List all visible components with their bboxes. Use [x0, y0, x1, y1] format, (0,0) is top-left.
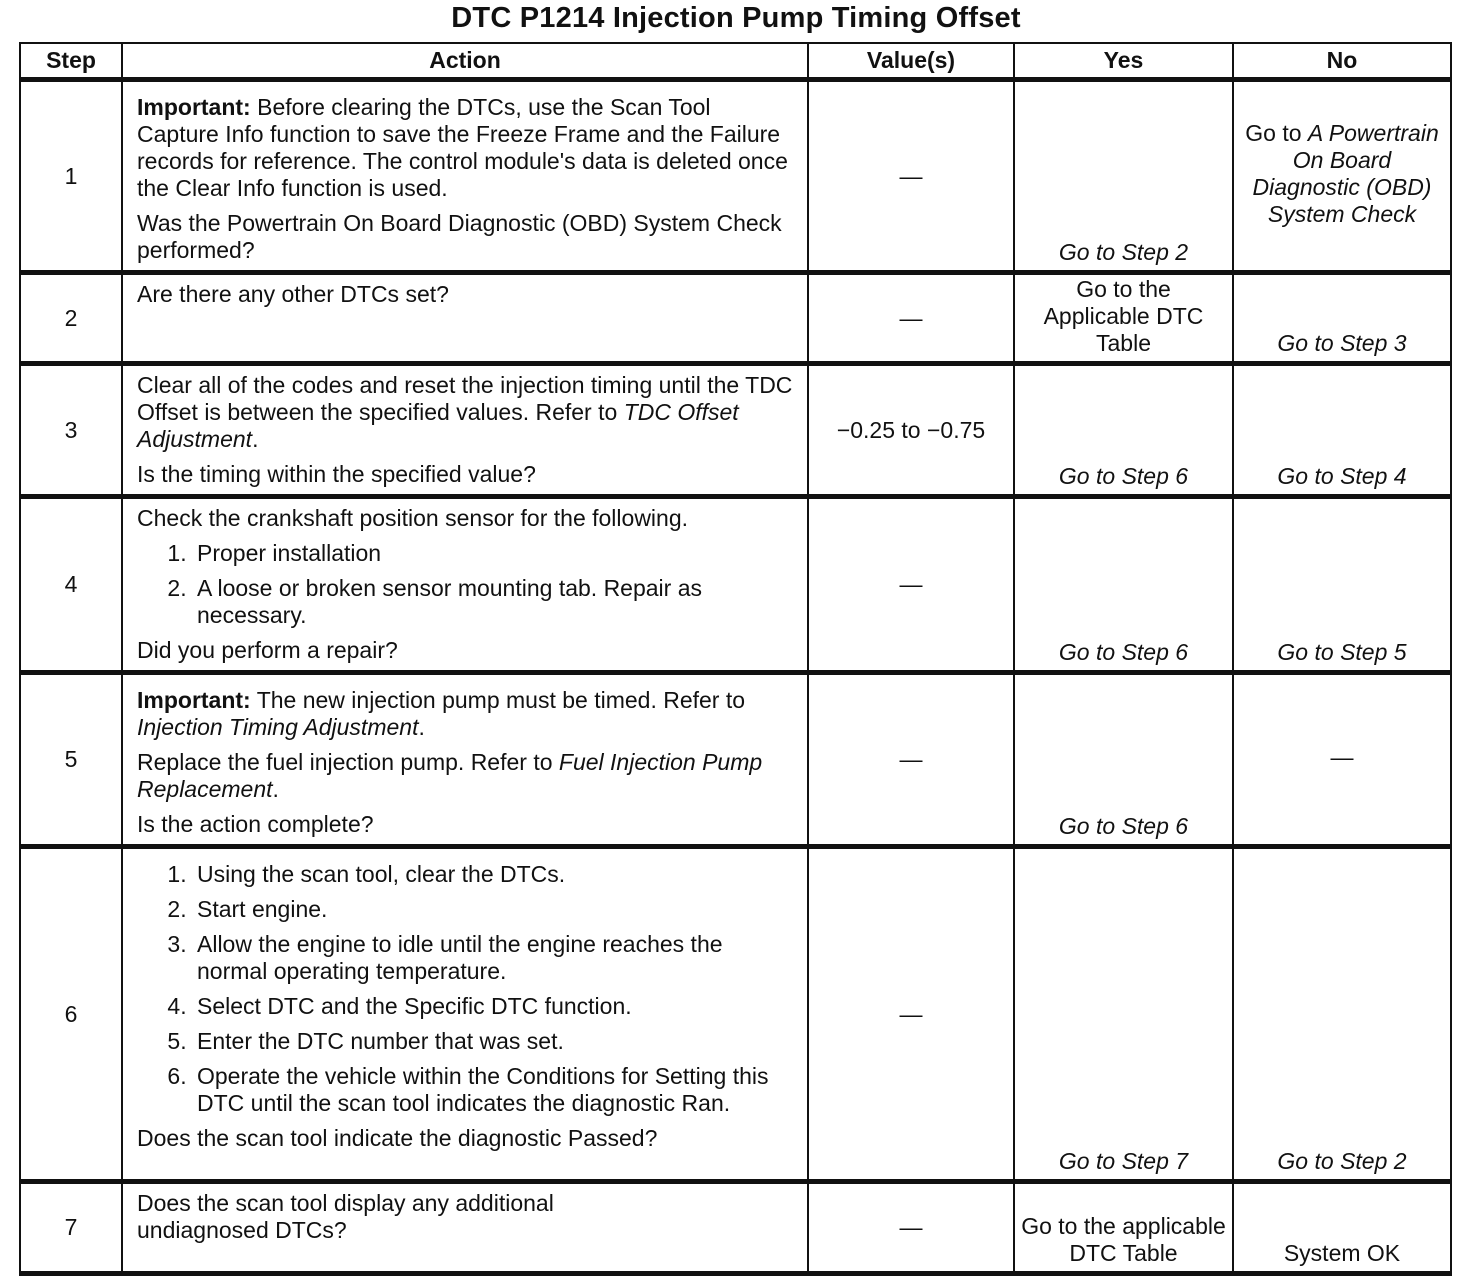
- action-question: Does the scan tool display any additional undiagnosed DTCs?: [137, 1190, 554, 1243]
- action-question: Are there any other DTCs set?: [137, 281, 449, 307]
- table-row: [20, 497, 1451, 673]
- important-label: Important:: [137, 687, 251, 713]
- yes-link-text: Go to Step 7: [1058, 1148, 1189, 1174]
- no-link[interactable]: [1233, 497, 1451, 673]
- action-list: [137, 540, 797, 629]
- list-item: 5. Enter the DTC number that was set.: [193, 1028, 797, 1055]
- yes-link[interactable]: [1014, 673, 1233, 847]
- no-link-text: Go to Step 3: [1277, 330, 1407, 356]
- list-item: 1. Proper installation: [193, 540, 797, 567]
- yes-link-text: Go to Step 6: [1058, 639, 1189, 665]
- value-cell: −0.25 to −0.75: [808, 364, 1014, 497]
- table-row: [20, 673, 1451, 847]
- no-link-text: Go to Step 5: [1277, 639, 1407, 665]
- action-list: [137, 861, 797, 1117]
- step-number: 2: [20, 273, 122, 364]
- header-row: [20, 43, 1451, 80]
- table-row: [20, 847, 1451, 1182]
- step-number: 4: [20, 497, 122, 673]
- action-question: Does the scan tool indicate the diagnostic Passed?: [137, 1125, 658, 1151]
- value-cell: —: [808, 273, 1014, 364]
- action-text: [137, 372, 797, 453]
- yes-link[interactable]: [1014, 847, 1233, 1182]
- step-number: 7: [20, 1182, 122, 1274]
- no-link[interactable]: [1233, 847, 1451, 1182]
- no-cell: —: [1233, 673, 1451, 847]
- action-cell: [122, 273, 808, 364]
- list-item: 1. Using the scan tool, clear the DTCs.: [193, 861, 797, 888]
- no-link-text: Go to Step 4: [1277, 463, 1407, 489]
- yes-link[interactable]: Go to the Applicable DTC Table: [1014, 273, 1233, 364]
- important-text: The new injection pump must be timed. Refer to: [250, 687, 746, 713]
- value-cell: —: [808, 673, 1014, 847]
- step-number: 3: [20, 364, 122, 497]
- step-number: 6: [20, 847, 122, 1182]
- action-cell: [122, 497, 808, 673]
- list-item: 2. A loose or broken sensor mounting tab. Repair as necessary.: [193, 575, 797, 629]
- yes-link-text: Go to Step 6: [1058, 813, 1189, 839]
- list-item: 4. Select DTC and the Specific DTC function.: [193, 993, 797, 1020]
- table-row: [20, 80, 1451, 273]
- step-number: 5: [20, 673, 122, 847]
- action-text-end: .: [252, 426, 259, 452]
- action-question: Did you perform a repair?: [137, 637, 398, 663]
- yes-link[interactable]: [1014, 80, 1233, 273]
- action-cell: [122, 364, 808, 497]
- important-label: Important:: [137, 94, 251, 120]
- step-number: 1: [20, 80, 122, 273]
- action-cell: [122, 673, 808, 847]
- list-item: 3. Allow the engine to idle until the engine reaches the normal operating temperature.: [193, 931, 797, 985]
- header-step: Step: [20, 43, 122, 80]
- yes-link-text: Go to Step 2: [1058, 239, 1189, 265]
- diagnostic-table: [19, 42, 1452, 1276]
- action-question: Is the timing within the specified value?: [137, 461, 536, 487]
- action-cell: [122, 1182, 808, 1274]
- action-text-body: Clear all of the codes and reset the injection timing until the TDC Offset is between the specified values. Refer to: [137, 372, 793, 425]
- important-text: Before clearing the DTCs, use the Scan Tool Capture Info function to save the Freeze Frame and the Failure records for reference. The control module's data is deleted once the Clear Info function is used.: [137, 94, 788, 201]
- action-text-end: .: [272, 776, 279, 802]
- yes-link[interactable]: [1014, 497, 1233, 673]
- action-question: Was the Powertrain On Board Diagnostic (OBD) System Check performed?: [137, 210, 782, 263]
- no-link[interactable]: [1233, 273, 1451, 364]
- reference-link[interactable]: Fuel Injection Pump Replacement: [137, 749, 763, 802]
- important-end: .: [418, 714, 425, 740]
- page-title: DTC P1214 Injection Pump Timing Offset: [451, 2, 1021, 34]
- reference-link[interactable]: TDC Offset Adjustment: [137, 399, 739, 452]
- no-link-prefix: Go to: [1245, 120, 1308, 146]
- important-note: [137, 94, 797, 202]
- table-row: [20, 1182, 1451, 1274]
- header-yes: Yes: [1014, 43, 1233, 80]
- action-question: Is the action complete?: [137, 811, 374, 837]
- action-text: Check the crankshaft position sensor for the following.: [137, 505, 689, 531]
- no-link[interactable]: [1233, 80, 1451, 273]
- no-link[interactable]: [1233, 364, 1451, 497]
- header-values: Value(s): [808, 43, 1014, 80]
- reference-link[interactable]: Injection Timing Adjustment: [137, 714, 419, 740]
- yes-link[interactable]: Go to the applicable DTC Table: [1014, 1182, 1233, 1274]
- value-cell: —: [808, 497, 1014, 673]
- yes-link[interactable]: [1014, 364, 1233, 497]
- no-link-text: Go to Step 2: [1277, 1148, 1407, 1174]
- value-cell: —: [808, 847, 1014, 1182]
- table-row: [20, 273, 1451, 364]
- action-text: [137, 749, 797, 803]
- table-row: [20, 364, 1451, 497]
- no-result: System OK: [1233, 1182, 1451, 1274]
- value-cell: —: [808, 80, 1014, 273]
- header-no: No: [1233, 43, 1451, 80]
- important-note: [137, 687, 797, 741]
- value-cell: —: [808, 1182, 1014, 1274]
- action-text-body: Replace the fuel injection pump. Refer to: [137, 749, 559, 775]
- yes-link-text: Go to Step 6: [1058, 463, 1189, 489]
- action-cell: [122, 80, 808, 273]
- action-cell: [122, 847, 808, 1182]
- list-item: 2. Start engine.: [193, 896, 797, 923]
- no-link-text: A Powertrain On Board Diagnostic (OBD) System Check: [1252, 120, 1439, 227]
- list-item: 6. Operate the vehicle within the Conditions for Setting this DTC until the scan tool indicates the diagnostic Ran.: [193, 1063, 797, 1117]
- header-action: Action: [122, 43, 808, 80]
